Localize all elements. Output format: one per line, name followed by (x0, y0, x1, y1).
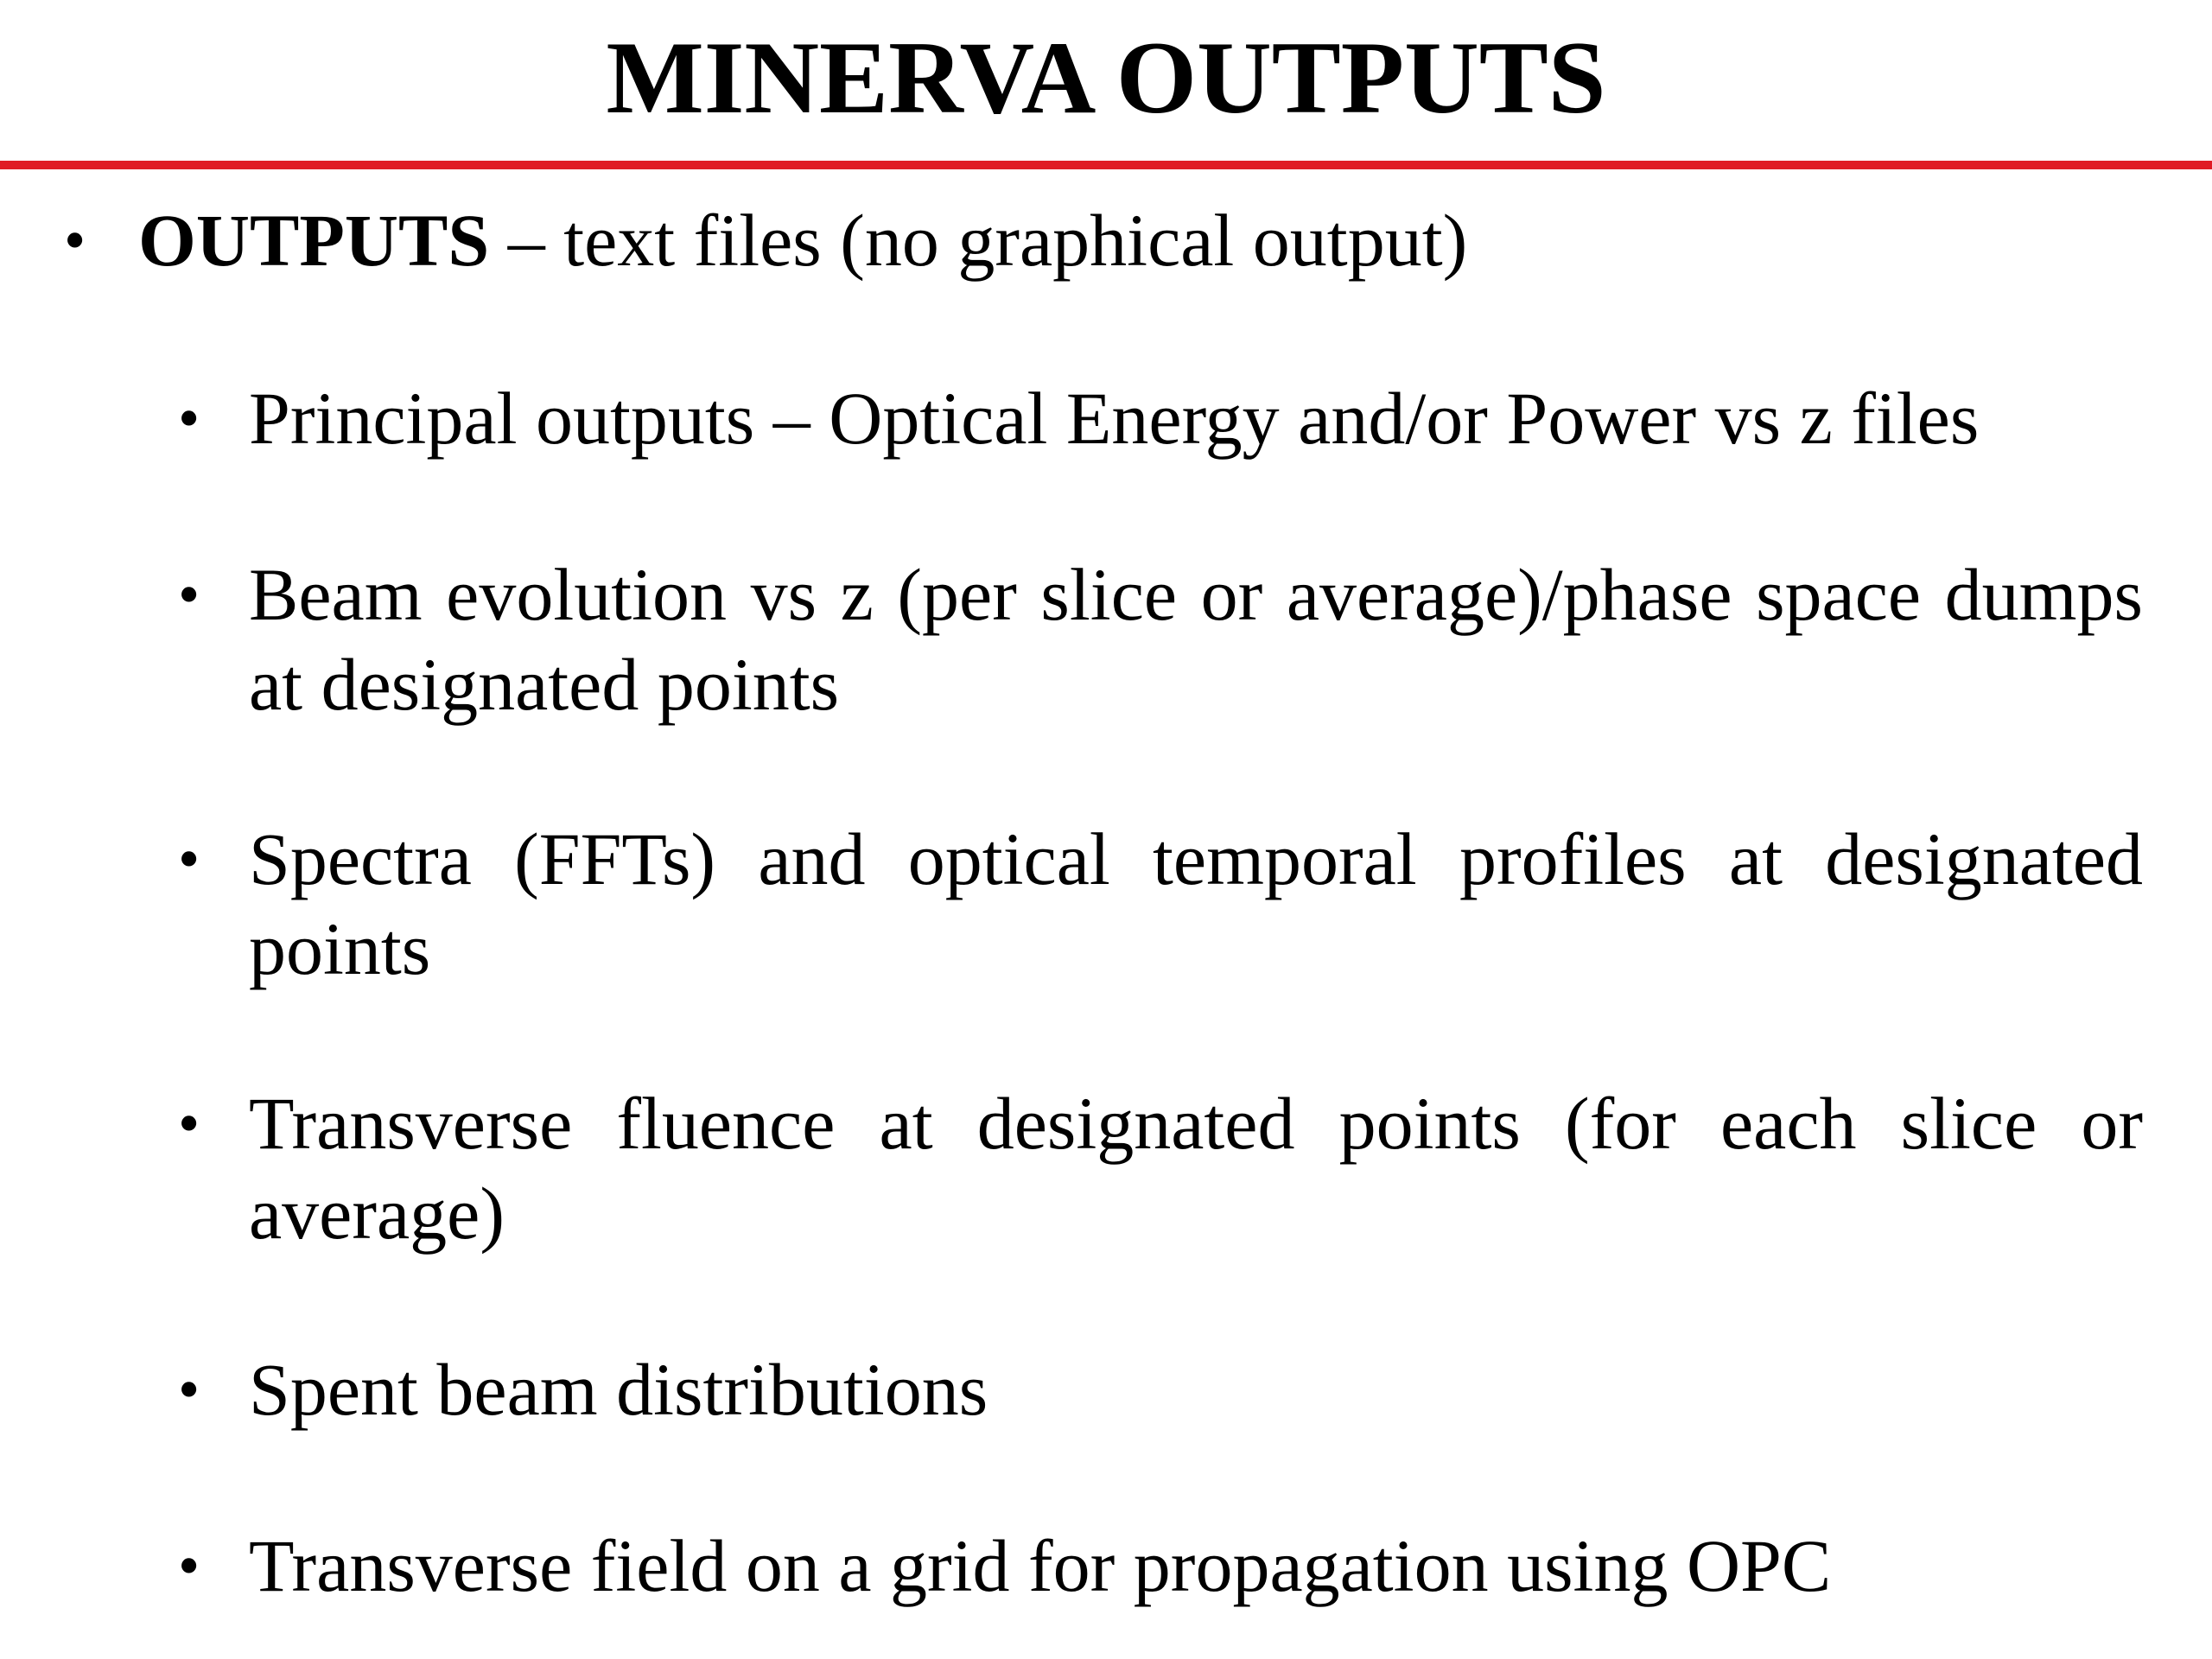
sub-bullet-transverse-fluence: • Transverse fluence at designated points (for each slice or average) (178, 1078, 2072, 1258)
main-bullet: • OUTPUTS – text files (no graphical output) (64, 195, 1393, 285)
sub-bullet-text: Transverse field on a grid for propagation using OPC (249, 1524, 1832, 1607)
sub-bullet-text: Beam evolution vs z (per slice or average)/phase space dumps at designated points (249, 553, 2143, 726)
main-bullet-rest: – text files (no graphical output) (489, 199, 1468, 282)
sub-bullet-text: Spent beam distributions (249, 1348, 988, 1431)
sub-bullet-text: Principal outputs – Optical Energy and/or Power vs z files (249, 377, 1980, 460)
sub-bullet-spent-beam: • Spent beam distributions (178, 1344, 2072, 1434)
slide-title: MINERVA OUTPUTS (606, 20, 1606, 135)
sub-bullet-spectra: • Spectra (FFTs) and optical temporal profiles at designated points (178, 814, 2072, 994)
sub-bullet-text: Spectra (FFTs) and optical temporal profiles at designated points (249, 817, 2143, 990)
sub-bullet-beam-evolution: • Beam evolution vs z (per slice or average)/phase space dumps at designated points (178, 550, 2072, 729)
sub-bullet-principal-outputs: • Principal outputs – Optical Energy and/or Power vs z files (178, 373, 2072, 463)
main-bullet-text (138, 195, 1467, 285)
main-bullet-lead: OUTPUTS (138, 199, 490, 282)
title-divider (0, 161, 2212, 169)
sub-bullet-text: Transverse fluence at designated points (for each slice or average) (249, 1082, 2143, 1255)
sub-bullet-transverse-field: • Transverse field on a grid for propagation using OPC (178, 1521, 2072, 1611)
